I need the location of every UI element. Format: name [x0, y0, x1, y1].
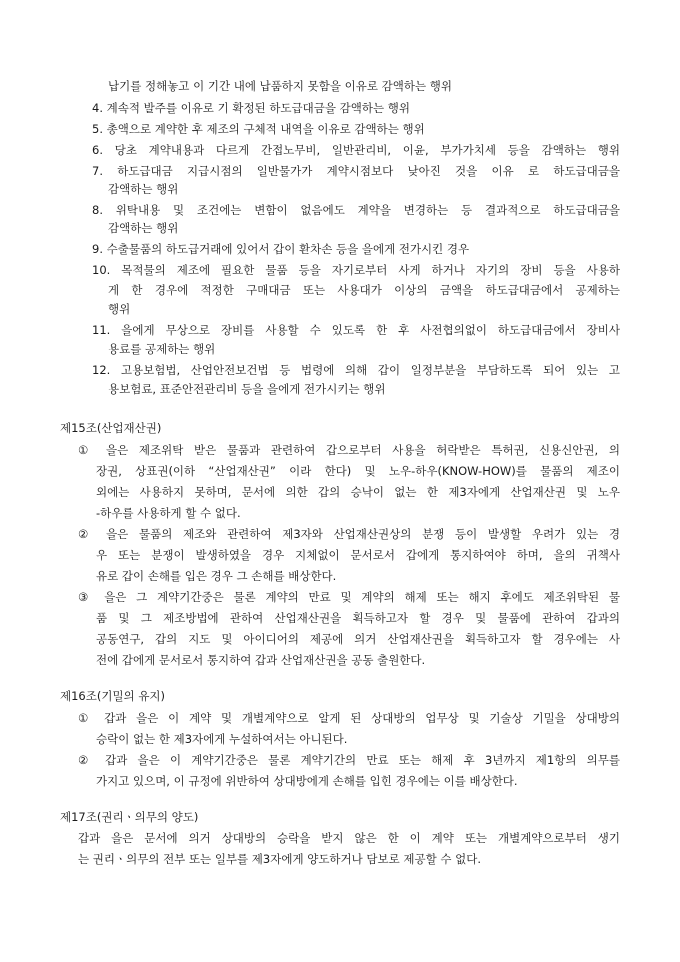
- list-item-7: 7. 하도급대금 지급시점의 일반물가가 계약시점보다 낮아진 것을 이유 로 하도급대금을: [92, 164, 620, 178]
- article-15-para-1: ① 을은 제조위탁 받은 물품과 관련하여 갑으로부터 사용을 허락받은 특허권, 신용신안권, 의: [78, 443, 620, 457]
- article-16-para-2: ② 갑과 을은 이 계약기간중은 물론 계약기간의 만료 또는 해제 후 3년까지 제1항의 의무를: [78, 753, 620, 767]
- list-item-5: 5. 총액으로 계약한 후 제조의 구체적 내역을 이유로 감액하는 행위: [92, 122, 425, 136]
- article-16-title: 제16조(기밀의 유지): [60, 689, 166, 703]
- list-item-10-continued: 게 한 경우에 적정한 구매대금 또는 사용대가 이상의 금액을 하도급대금에서 공제하는: [108, 283, 620, 297]
- list-item-8: 8. 위탁내용 및 조건에는 변함이 없음에도 계약을 변경하는 등 결과적으로 하도급대금을: [92, 203, 620, 217]
- list-item-4: 4. 계속적 발주를 이유로 기 확정된 하도급대금을 감액하는 행위: [92, 101, 410, 115]
- article-15-para-1-line-3: 외에는 사용하지 못하며, 문서에 의한 갑의 승낙이 없는 한 제3자에게 산업재산권 및 노우: [96, 485, 620, 499]
- list-item-9: 9. 수출물품의 하도급거래에 있어서 갑이 환차손 등을 을에게 전가시킨 경우: [92, 242, 470, 256]
- list-item-8-continued: 감액하는 행위: [108, 221, 179, 235]
- article-15-para-2: ② 을은 물품의 제조와 관련하여 제3자와 산업재산권상의 분쟁 등이 발생할 우려가 있는 경: [78, 527, 620, 541]
- list-item-7-continued: 감액하는 행위: [108, 182, 179, 196]
- article-15-para-2-line-2: 우 또는 분쟁이 발생하였을 경우 지체없이 문서로서 갑에게 통지하여야 하며, 을의 귀책사: [96, 548, 620, 562]
- article-15-para-3-line-3: 공동연구, 갑의 지도 및 아이디어의 제공에 의거 산업재산권을 획득하고자 할 경우에는 사: [96, 632, 620, 646]
- article-15-para-3: ③ 을은 그 계약기간중은 물론 계약의 만료 및 계약의 해제 또는 해지 후에도 제조위탁된 물: [78, 590, 620, 604]
- list-item-12-continued: 용보험료, 표준안전관리비 등을 을에게 전가시키는 행위: [108, 382, 386, 396]
- article-15-para-3-line-4: 전에 갑에게 문서로서 통지하여 갑과 산업재산권을 공동 출원한다.: [96, 653, 426, 667]
- list-item-11: 11. 을에게 무상으로 장비를 사용할 수 있도록 한 후 사전협의없이 하도급대금에서 장비사: [92, 323, 620, 337]
- article-16-para-1: ① 갑과 을은 이 계약 및 개별계약으로 알게 된 상대방의 업무상 및 기술상 기밀을 상대방의: [78, 711, 620, 725]
- article-15-para-2-line-3: 유로 갑이 손해를 입은 경우 그 손해를 배상한다.: [96, 569, 337, 583]
- list-item-6: 6. 당초 계약내용과 다르게 간접노무비, 일반관리비, 이윤, 부가가치세 등을 감액하는 행위: [92, 143, 620, 157]
- article-17-body: 갑과 을은 문서에 의거 상대방의 승락을 받지 않은 한 이 계약 또는 개별계약으로부터 생기: [78, 831, 620, 845]
- article-15-para-1-line-2: 장권, 상표권(이하 “산업재산권” 이라 한다) 및 노우-하우(KNOW-HOW)를 물품의 제조이: [96, 464, 620, 478]
- article-16-para-1-line-2: 승락이 없는 한 제3자에게 누설하여서는 아니된다.: [96, 732, 348, 746]
- list-item-12: 12. 고용보험법, 산업안전보건법 등 법령에 의해 갑이 일정부분을 부담하도록 되어 있는 고: [92, 363, 620, 377]
- list-item-3-continued: 납기를 정해놓고 이 기간 내에 납품하지 못함을 이유로 감액하는 행위: [108, 79, 452, 93]
- list-item-10-continued-2: 행위: [108, 302, 131, 316]
- list-item-11-continued: 용료를 공제하는 행위: [108, 342, 216, 356]
- list-item-10: 10. 목적물의 제조에 필요한 물품 등을 자기로부터 사게 하거나 자기의 장비 등을 사용하: [92, 263, 620, 277]
- article-15-para-1-line-4: -하우를 사용하게 할 수 없다.: [96, 506, 241, 520]
- article-15-para-3-line-2: 품 및 그 제조방법에 관하여 산업재산권을 획득하고자 할 경우 및 물품에 관하여 갑과의: [96, 611, 620, 625]
- article-17-body-line-2: 는 권리ㆍ의무의 전부 또는 일부를 제3자에게 양도하거나 담보로 제공할 수 없다.: [78, 852, 482, 866]
- article-17-title: 제17조(권리ㆍ의무의 양도): [60, 810, 199, 824]
- article-15-title: 제15조(산업재산권): [60, 421, 162, 435]
- article-16-para-2-line-2: 가지고 있으며, 이 규정에 위반하여 상대방에게 손해를 입힌 경우에는 이를 배상한다.: [96, 774, 518, 788]
